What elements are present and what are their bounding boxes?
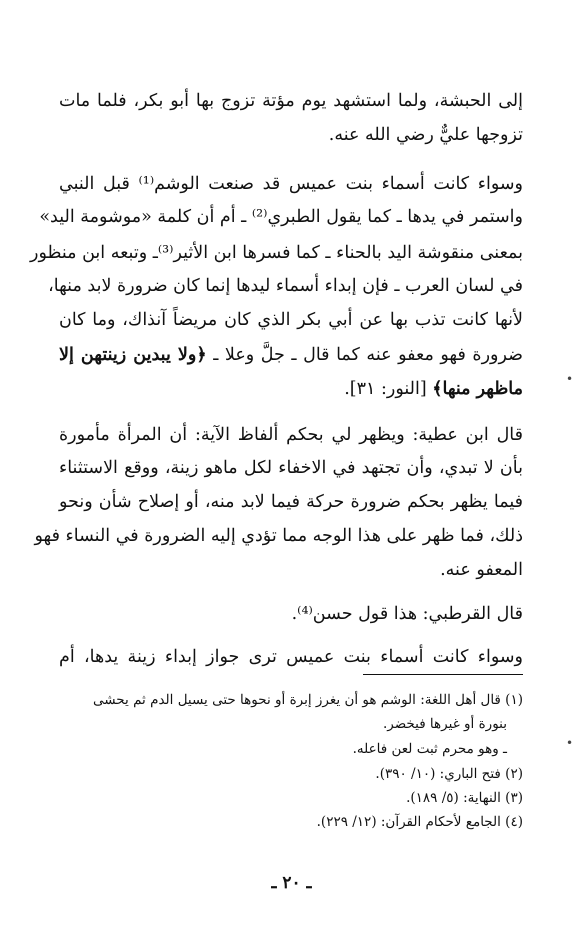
footnote-line: (٣) النهاية: (٥/ ١٨٩). (406, 790, 523, 806)
body-line: بمعنى منقوشة اليد بالحناء ـ كما فسرها ابن الأثير⁽³⁾ـ وتبعه ابن منظور (30, 243, 523, 263)
body-line: لأنها كانت تذب بها عن أبي بكر الذي كان مريضاً آنذاك، وما كان (59, 310, 523, 330)
body-line: تزوجها عليٌّ رضي الله عنه. (328, 125, 523, 145)
margin-dot: • (566, 372, 574, 386)
footnote-line: ـ وهو محرم ثبت لعن فاعله. (352, 741, 507, 757)
footnote-line: بنورة أو غيرها فيخضر. (382, 716, 507, 732)
footnote-line: (٢) فتح الباري: (١٠/ ٣٩٠). (375, 766, 523, 782)
footnote-separator (363, 674, 523, 675)
body-line: فيما يظهر بحكم ضرورة حركة فيما لابد منه، أو إصلاح شأن ونحو (59, 492, 523, 512)
body-line: إلى الحبشة، ولما استشهد يوم مؤتة تزوج بها أبو بكر، فلما مات (59, 91, 523, 111)
page-number: ـ ٢٠ ـ (271, 873, 312, 893)
margin-dot: • (566, 736, 574, 750)
body-line: ذلك، فما ظهر على هذا الوجه مما تؤدي إليه الضرورة في النساء فهو (34, 526, 523, 546)
quran-verse: ﴿ولا يبدين زينتهن إلا (59, 345, 207, 365)
body-line: واستمر في يدها ـ كما يقول الطبري⁽²⁾ ـ أم أن كلمة «موشومة اليد» (39, 207, 523, 227)
body-line: بأن لا تبدي، وأن تجتهد في الاخفاء لكل ماهو زينة، ووقع الاستثناء (59, 458, 523, 478)
body-line: وسواء كانت أسماء بنت عميس قد صنعت الوشم⁽¹⁾ قبل النبي (59, 174, 523, 194)
body-line: قال القرطبي: هذا قول حسن⁽⁴⁾. (291, 604, 523, 624)
footnote-line: (١) قال أهل اللغة: الوشم هو أن يغرز إبرة أو نحوها حتى يسيل الدم ثم يحشى (93, 692, 523, 708)
body-line: قال ابن عطية: ويظهر لي بحكم ألفاظ الآية: أن المرأة مأمورة (59, 425, 523, 445)
footnote-line: (٤) الجامع لأحكام القرآن: (١٢/ ٢٢٩). (316, 814, 523, 830)
body-line: في لسان العرب ـ فإن إبداء أسماء ليدها إنما كان ضرورة لابد منها، (48, 276, 523, 296)
quran-verse: ماظهر منها﴾ (432, 379, 523, 399)
body-line: ضرورة فهو معفو عنه كما قال ـ جلَّ وعلا ـ ﴿ولا يبدين زينتهن إلا (59, 345, 524, 365)
body-line: وسواء كانت أسماء بنت عميس ترى جواز إبداء زينة يدها، أم (59, 647, 523, 667)
body-line: المعفو عنه. (440, 560, 523, 580)
body-line: ماظهر منها﴾ [النور: ٣١]. (344, 379, 523, 399)
